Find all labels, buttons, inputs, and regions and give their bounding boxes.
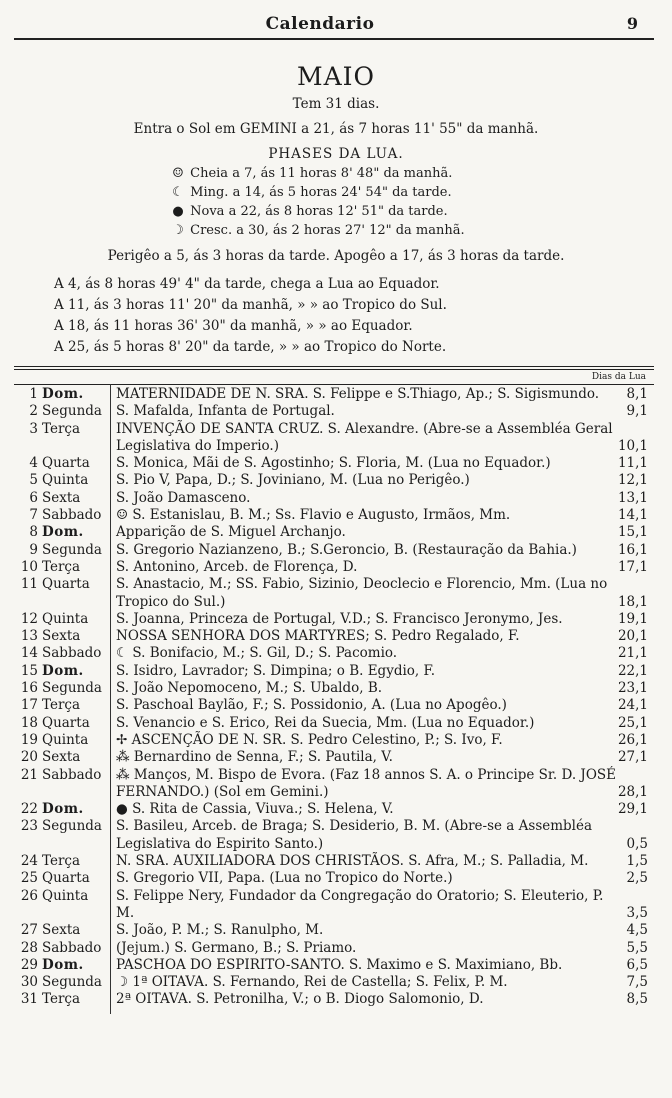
table-row [0, 611, 672, 628]
day-number: 29 [20, 956, 38, 973]
month-title: MAIO [296, 62, 376, 91]
weekday: Sabbado [42, 939, 102, 956]
weekday: Terça [42, 420, 81, 437]
day-number: 20 [20, 749, 38, 766]
day-number: 19 [20, 731, 38, 748]
saint-entry: S. Anastacio, M.; SS. Fabio, Sizinio, Deoclecio e Florencio, Mm. (Lua no Tropico do Sul.) [116, 576, 608, 610]
phase-label: Ming. a 14, ás 5 horas 24' 54" da tarde. [190, 185, 452, 200]
phase-waxing-moon [170, 223, 465, 238]
day-number: 10 [20, 558, 38, 575]
table-row [0, 576, 672, 611]
table-row [0, 853, 672, 870]
day-number: 6 [29, 489, 38, 506]
days-count: Tem 31 dias. [292, 96, 380, 112]
table-row [0, 524, 672, 541]
table-row [0, 490, 672, 507]
saint-entry: ⁂ Manços, M. Bispo de Evora. (Faz 18 annos S. A. o Principe Sr. D. JOSÉ FERNANDO.) (Sol em Gemini.) [116, 766, 616, 800]
moon-age: 13,1 [617, 489, 648, 506]
weekday: Terça [42, 991, 81, 1008]
weekday: Quinta [42, 472, 89, 489]
day-number: 30 [20, 974, 38, 991]
day-number: 5 [29, 472, 38, 489]
saint-entry: 2ª OITAVA. S. Petronilha, V.; o B. Diogo Salomonio, D. [116, 991, 484, 1008]
moon-age: 25,1 [617, 714, 648, 731]
table-row [0, 559, 672, 576]
weekday: Quinta [42, 610, 89, 627]
day-number: 18 [20, 714, 38, 731]
page-number: 9 [626, 14, 638, 33]
table-row [0, 818, 672, 853]
weekday: Sabbado [42, 645, 102, 662]
saint-entry: ☺ S. Estanislau, B. M.; Ss. Flavio e Augusto, Irmãos, Mm. [116, 507, 511, 524]
day-number: 13 [20, 628, 38, 645]
saint-entry: PASCHOA DO ESPIRITO-SANTO. S. Maximo e S. Maximiano, Bb. [116, 956, 563, 973]
moon-age: 2,5 [626, 870, 648, 887]
table-row [0, 801, 672, 818]
day-number: 14 [20, 645, 38, 662]
table-row [0, 542, 672, 559]
equator-line: A 18, ás 11 horas 36' 30" da manhã, » » ao Equador. [54, 318, 413, 334]
weekday: Terça [42, 853, 81, 870]
table-row [0, 732, 672, 749]
moon-age: 24,1 [617, 697, 648, 714]
saint-entry: S. Gregorio Nazianzeno, B.; S.Geroncio, B. (Restauração da Bahia.) [116, 541, 577, 558]
waxing-moon-icon: ☽ [172, 223, 184, 238]
saint-entry: ✢ ASCENÇÃO DE N. SR. S. Pedro Celestino, P.; S. Ivo, F. [116, 731, 503, 748]
table-row [0, 507, 672, 524]
moon-age: 28,1 [617, 783, 648, 800]
day-number: 4 [29, 455, 38, 472]
weekday: Segunda [42, 818, 102, 835]
day-number: 2 [29, 403, 38, 420]
equator-line: A 4, ás 8 horas 49' 4" da tarde, chega a Lua ao Equador. [54, 276, 440, 292]
weekday: Sabbado [42, 766, 102, 783]
phase-label: Cresc. a 30, ás 2 horas 27' 12" da manhã. [190, 223, 465, 238]
table-row [0, 888, 672, 923]
saint-entry: S. Basileu, Arceb. de Braga; S. Desiderio, B. M. (Abre-se a Assembléa Legislativa do Espirito Santo.) [116, 818, 593, 852]
saint-entry: S. Gregorio VII, Papa. (Lua no Tropico do Norte.) [116, 870, 453, 887]
table-row [0, 663, 672, 680]
moon-age: 3,5 [626, 904, 648, 921]
column-header-moon-age: Dias da Lua [591, 372, 646, 382]
phases-title: PHASES DA LUA. [268, 146, 404, 162]
section-rule [14, 369, 654, 370]
running-title: Calendario [265, 14, 375, 34]
day-number: 1 [29, 386, 38, 402]
weekday: Terça [42, 697, 81, 714]
table-row [0, 957, 672, 974]
saint-entry: MATERNIDADE DE N. SRA. S. Felippe e S.Thiago, Ap.; S. Sigismundo. [116, 386, 600, 402]
phase-new-moon [170, 204, 448, 219]
saint-entry: ● S. Rita de Cassia, Viuva.; S. Helena, V. [116, 801, 394, 818]
table-row [0, 767, 672, 802]
phase-label: Nova a 22, ás 8 horas 12' 51" da tarde. [190, 204, 448, 219]
saint-entry: N. SRA. AUXILIADORA DOS CHRISTÃOS. S. Afra, M.; S. Palladia, M. [116, 853, 589, 870]
day-number: 24 [20, 853, 38, 870]
weekday: Segunda [42, 541, 102, 558]
saint-entry: (Jejum.) S. Germano, B.; S. Priamo. [116, 939, 357, 956]
day-number: 16 [20, 680, 38, 697]
moon-age: 16,1 [617, 541, 648, 558]
weekday: Dom. [42, 386, 84, 402]
saint-entry: S. Mafalda, Infanta de Portugal. [116, 403, 335, 420]
table-row [0, 403, 672, 420]
perigee-apogee: Perigêo a 5, ás 3 horas da tarde. Apogêo a 17, ás 3 horas da tarde. [107, 248, 565, 264]
day-number: 9 [29, 541, 38, 558]
table-row [0, 628, 672, 645]
moon-age: 8,1 [626, 386, 648, 402]
saint-entry: S. Venancio e S. Erico, Rei da Suecia, Mm. (Lua no Equador.) [116, 714, 535, 731]
running-header [0, 14, 672, 36]
saint-entry: S. Antonino, Arceb. de Florença, D. [116, 558, 358, 575]
table-row [0, 870, 672, 887]
moon-age: 8,5 [626, 991, 648, 1008]
new-moon-icon: ● [172, 204, 184, 219]
moon-age: 14,1 [617, 507, 648, 524]
table-row [0, 680, 672, 697]
section-rule [14, 366, 654, 367]
saint-entry: S. Paschoal Baylão, F.; S. Possidonio, A. (Lua no Apogêo.) [116, 697, 507, 714]
saint-entry: S. João Nepomoceno, M.; S. Ubaldo, B. [116, 680, 383, 697]
saint-entry: ⁂ Bernardino de Senna, F.; S. Pautila, V. [116, 749, 393, 766]
weekday: Dom. [42, 662, 84, 679]
day-number: 17 [20, 697, 38, 714]
moon-age: 22,1 [617, 662, 648, 679]
day-number: 21 [20, 766, 38, 783]
day-number: 28 [20, 939, 38, 956]
weekday: Quarta [42, 455, 90, 472]
weekday: Sabbado [42, 507, 102, 524]
moon-age: 15,1 [617, 524, 648, 541]
moon-age: 26,1 [617, 731, 648, 748]
phase-label: Cheia a 7, ás 11 horas 8' 48" da manhã. [190, 166, 453, 181]
saint-entry: S. Monica, Mãi de S. Agostinho; S. Floria, M. (Lua no Equador.) [116, 455, 551, 472]
phase-full-moon [170, 166, 452, 181]
weekday: Quarta [42, 870, 90, 887]
weekday: Quinta [42, 887, 89, 904]
moon-age: 10,1 [617, 437, 648, 454]
table-row [0, 645, 672, 662]
table-row [0, 472, 672, 489]
moon-age: 29,1 [617, 801, 648, 818]
weekday: Sexta [42, 489, 81, 506]
saint-entry: S. João Damasceno. [116, 489, 251, 506]
equator-line: A 25, ás 5 horas 8' 20" da tarde, » » ao Tropico do Norte. [54, 339, 447, 355]
weekday: Segunda [42, 680, 102, 697]
table-row [0, 940, 672, 957]
waning-moon-icon: ☾ [172, 185, 184, 200]
weekday: Quinta [42, 731, 89, 748]
saint-entry: S. João, P. M.; S. Ranulpho, M. [116, 922, 324, 939]
day-number: 7 [29, 507, 38, 524]
moon-age: 18,1 [617, 593, 648, 610]
day-number: 8 [29, 524, 38, 541]
weekday: Quarta [42, 714, 90, 731]
saint-entry: S. Isidro, Lavrador; S. Dimpina; o B. Egydio, F. [116, 662, 436, 679]
moon-age: 21,1 [617, 645, 648, 662]
table-row [0, 715, 672, 732]
day-number: 11 [20, 576, 38, 593]
table-row [0, 421, 672, 456]
day-number: 25 [20, 870, 38, 887]
moon-age: 11,1 [617, 455, 648, 472]
table-row [0, 749, 672, 766]
moon-age: 5,5 [626, 939, 648, 956]
weekday: Dom. [42, 801, 84, 818]
day-number: 22 [20, 801, 38, 818]
moon-age: 6,5 [626, 956, 648, 973]
day-number: 15 [20, 662, 38, 679]
day-number: 26 [20, 887, 38, 904]
saint-entry: Apparição de S. Miguel Archanjo. [116, 524, 346, 541]
moon-age: 7,5 [626, 974, 648, 991]
moon-age: 20,1 [617, 628, 648, 645]
day-number: 3 [29, 420, 38, 437]
moon-age: 23,1 [617, 680, 648, 697]
day-number: 27 [20, 922, 38, 939]
saint-entry: NOSSA SENHORA DOS MARTYRES; S. Pedro Regalado, F. [116, 628, 520, 645]
saint-entry: S. Joanna, Princeza de Portugal, V.D.; S. Francisco Jeronymo, Jes. [116, 610, 563, 627]
weekday: Dom. [42, 524, 84, 541]
moon-age: 9,1 [626, 403, 648, 420]
moon-age: 1,5 [626, 853, 648, 870]
table-row [0, 697, 672, 714]
day-number: 12 [20, 610, 38, 627]
day-number: 31 [20, 991, 38, 1008]
weekday: Sexta [42, 749, 81, 766]
moon-age: 4,5 [626, 922, 648, 939]
table-row [0, 922, 672, 939]
weekday: Dom. [42, 956, 84, 973]
saint-entry: S. Pio V, Papa, D.; S. Joviniano, M. (Lua no Perigêo.) [116, 472, 470, 489]
table-row [0, 455, 672, 472]
calendar-table [0, 386, 672, 1009]
table-row [0, 991, 672, 1008]
weekday: Sexta [42, 628, 81, 645]
weekday: Terça [42, 558, 81, 575]
weekday: Segunda [42, 974, 102, 991]
weekday: Quarta [42, 576, 90, 593]
moon-age: 19,1 [617, 610, 648, 627]
moon-age: 12,1 [617, 472, 648, 489]
saint-entry: ☾ S. Bonifacio, M.; S. Gil, D.; S. Pacomio. [116, 645, 398, 662]
phase-waning-moon [170, 185, 452, 200]
moon-age: 27,1 [617, 749, 648, 766]
table-row [0, 386, 672, 403]
full-moon-icon: ☺ [172, 166, 184, 181]
day-number: 23 [20, 818, 38, 835]
saint-entry: ☽ 1ª OITAVA. S. Fernando, Rei de Castella; S. Felix, P. M. [116, 974, 508, 991]
moon-age: 17,1 [617, 558, 648, 575]
saint-entry: S. Felippe Nery, Fundador da Congregação do Oratorio; S. Eleuterio, P. M. [116, 887, 604, 921]
moon-age: 0,5 [626, 835, 648, 852]
equator-line: A 11, ás 3 horas 11' 20" da manhã, » » ao Tropico do Sul. [54, 297, 447, 313]
weekday: Segunda [42, 403, 102, 420]
weekday: Sexta [42, 922, 81, 939]
table-row [0, 974, 672, 991]
header-rule [14, 38, 654, 40]
saint-entry: INVENÇÃO DE SANTA CRUZ. S. Alexandre. (Abre-se a Assembléa Geral Legislativa do Imperio.) [116, 420, 613, 454]
sun-entry: Entra o Sol em GEMINI a 21, ás 7 horas 11' 55" da manhã. [133, 121, 539, 137]
